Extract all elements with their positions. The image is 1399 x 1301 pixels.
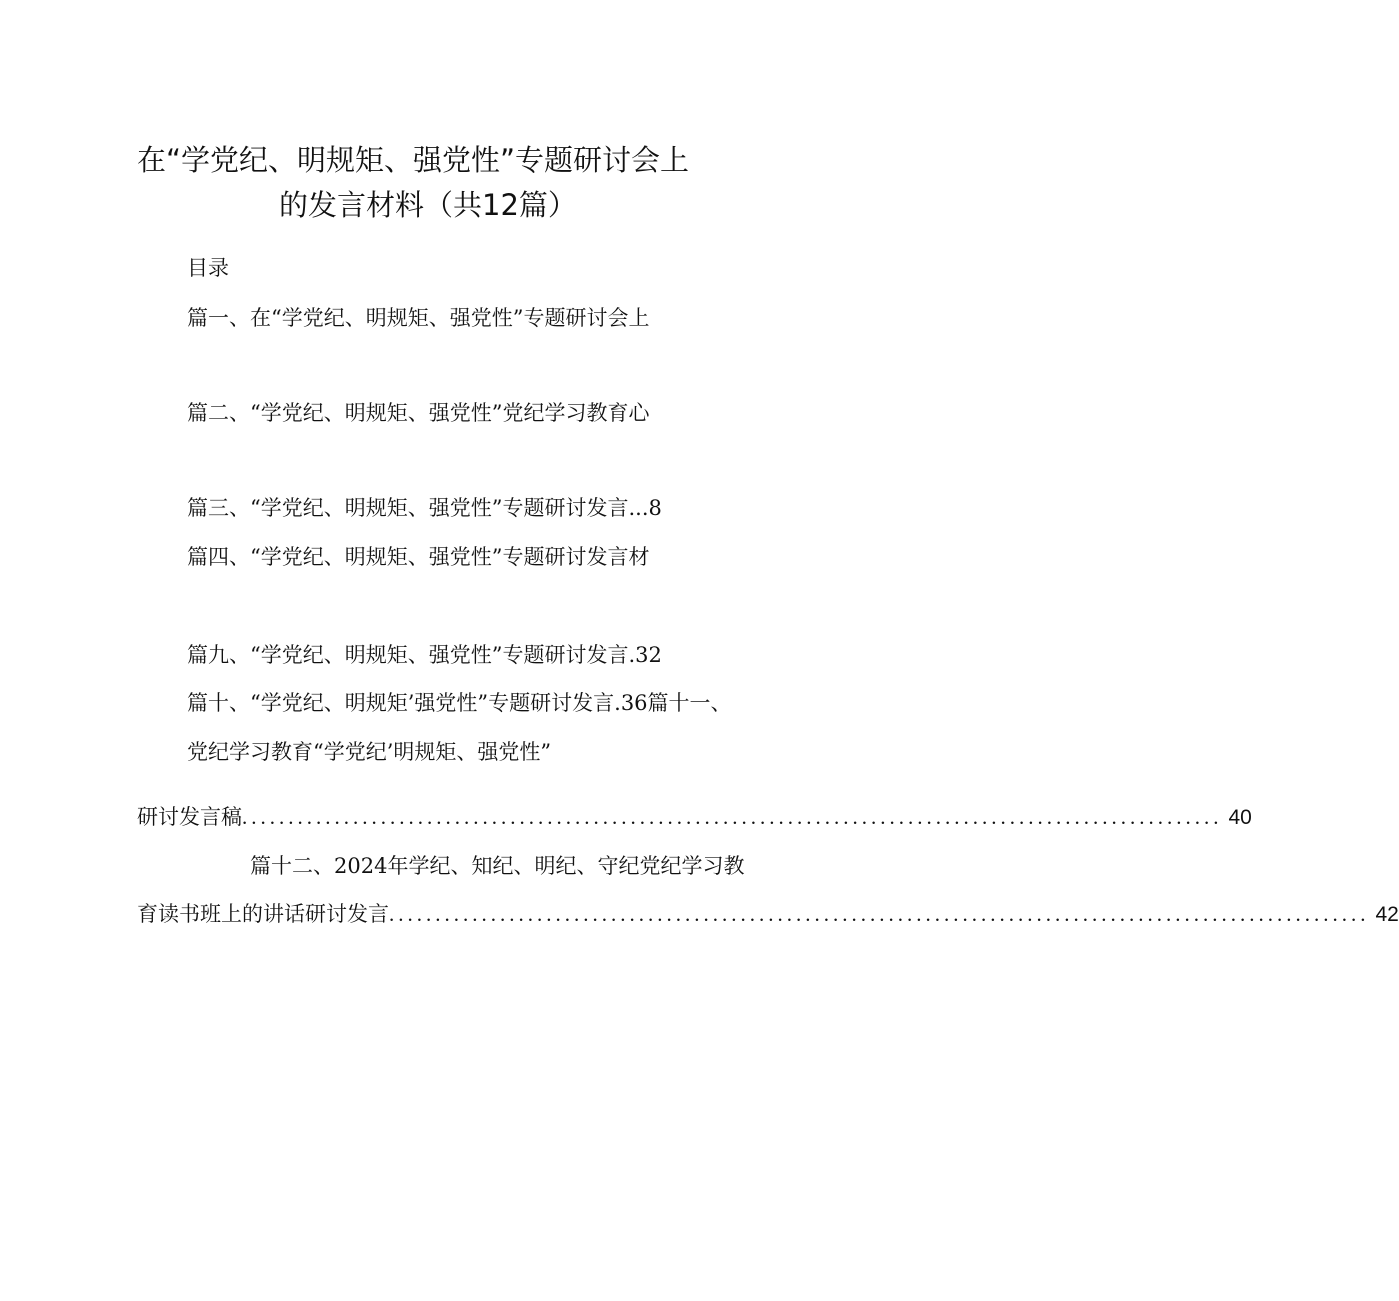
toc-entry-11-tail[interactable] xyxy=(137,803,1252,832)
toc-page-number: 40 xyxy=(1228,806,1252,829)
toc-entry-12-tail[interactable] xyxy=(137,900,1399,929)
toc-entry-2[interactable]: 篇二、“学党纪、明规矩、强党性”党纪学习教育心 xyxy=(187,401,650,425)
toc-entry-3[interactable]: 篇三、“学党纪、明规矩、强党性”专题研讨发言...8 xyxy=(187,496,662,520)
dot-leader: .......................................................................................................... xyxy=(242,805,1223,829)
toc-entry-4[interactable]: 篇四、“学党纪、明规矩、强党性”专题研讨发言材 xyxy=(187,545,650,569)
toc-entry-label: 育读书班上的讲话研讨发言 xyxy=(137,902,389,926)
page-title-line-1: 在“学党纪、明规矩、强党性”专题研讨会上 xyxy=(137,143,690,177)
dot-leader: .......................................................................................................... xyxy=(389,902,1370,926)
page-title-line-2: 的发言材料（共12篇） xyxy=(279,188,577,222)
toc-page-number: 42 xyxy=(1375,903,1399,926)
toc-entry-1[interactable]: 篇一、在“学党纪、明规矩、强党性”专题研讨会上 xyxy=(187,306,650,330)
toc-entry-11-line-1[interactable]: 党纪学习教育“学党纪’明规矩、强党性” xyxy=(187,740,552,764)
toc-entry-label: 研讨发言稿 xyxy=(137,805,242,829)
toc-entry-9[interactable]: 篇九、“学党纪、明规矩、强党性”专题研讨发言.32 xyxy=(187,643,662,667)
toc-entry-12-line-1[interactable]: 篇十二、2024年学纪、知纪、明纪、守纪党纪学习教 xyxy=(250,854,745,878)
toc-entry-10[interactable]: 篇十、“学党纪、明规矩’强党性”专题研讨发言.36篇十一、 xyxy=(187,691,732,715)
toc-heading: 目录 xyxy=(187,256,229,280)
